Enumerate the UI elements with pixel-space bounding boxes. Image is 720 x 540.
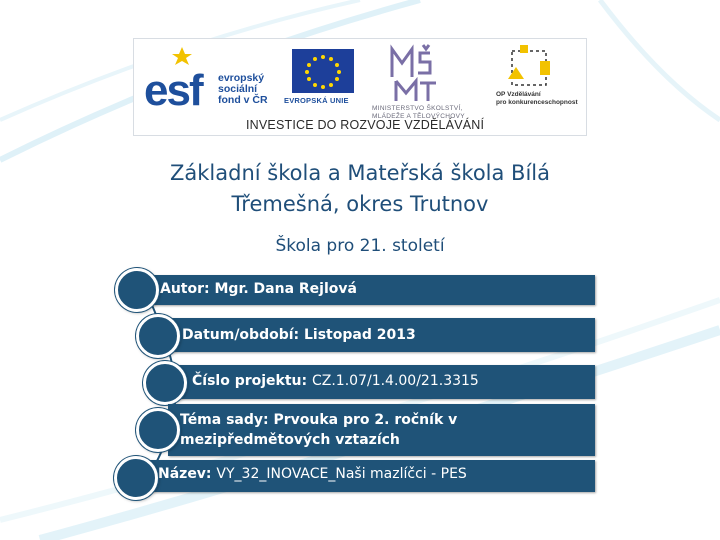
- info-bar-author: [150, 275, 595, 305]
- bullet-circle-5: [114, 456, 158, 500]
- op-line-2: pro konkurenceschopnost: [496, 99, 578, 106]
- bullet-circle-2: [136, 314, 180, 358]
- op-line-1: OP Vzdělávání: [496, 91, 541, 98]
- date-label: Datum/období: Listopad 2013: [182, 327, 416, 343]
- msmt-line-2: MLÁDEŽE A TĚLOVÝCHOVY: [372, 113, 465, 120]
- page-subtitle: Škola pro 21. století: [275, 236, 445, 256]
- esf-line-1: evropský: [218, 72, 265, 84]
- bullet-circle-4: [136, 408, 180, 452]
- info-bar-name: [150, 460, 595, 492]
- project-value: CZ.1.07/1.4.00/21.3315: [311, 373, 479, 389]
- info-bar-project: [178, 365, 595, 399]
- info-bar-topic: [168, 404, 595, 456]
- investice-label: INVESTICE DO ROZVOJE VZDĚLÁVÁNÍ: [246, 118, 485, 132]
- eu-label: EVROPSKÁ UNIE: [284, 96, 349, 105]
- svg-text:esf: esf: [144, 66, 202, 115]
- name-label: Název:: [158, 466, 217, 482]
- title-line-1: Základní škola a Mateřská škola Bílá: [170, 161, 550, 185]
- title-line-2: Třemešná, okres Trutnov: [231, 192, 489, 216]
- author-label: Autor: Mgr. Dana Rejlová: [160, 281, 357, 297]
- bullet-circle-3: [143, 361, 187, 405]
- bullet-circle-1: [115, 268, 159, 312]
- info-bar-date: [168, 318, 595, 352]
- name-value: VY_32_INOVACE_Naši mazlíčci - PES: [216, 466, 467, 482]
- project-label: Číslo projektu:: [192, 373, 312, 389]
- topic-label: Téma sady: Prvouka pro 2. ročník v mezipředmětových vztazích: [180, 412, 458, 448]
- esf-line-3: fond v ČR: [218, 94, 268, 106]
- esf-line-2: sociální: [218, 83, 258, 95]
- msmt-line-1: MINISTERSTVO ŠKOLSTVÍ,: [372, 105, 463, 112]
